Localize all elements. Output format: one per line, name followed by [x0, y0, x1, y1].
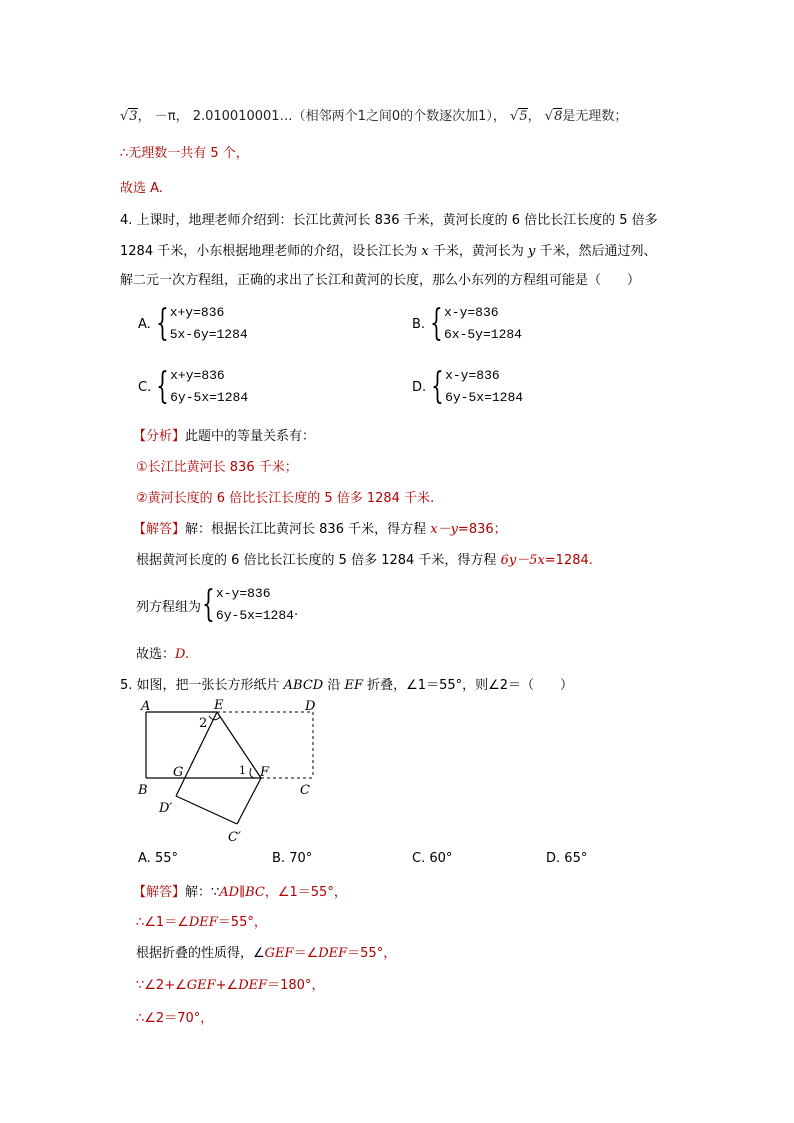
q5-option-b[interactable]: B. 70°	[272, 851, 313, 866]
q4-choice: 故选：D.	[136, 647, 190, 662]
q5-stem: 5. 如图，把一张长方形纸片 ABCD 沿 EF 折叠，∠1＝55°，则∠2＝（ ）	[120, 678, 574, 693]
q4-option-a[interactable]: A. { x+y=836 5x-6y=1284	[138, 303, 248, 344]
q5-solution-line2: ∴∠1＝∠DEF＝55°，	[136, 915, 267, 930]
q4-stem-line3: 解二元一次方程组，正确的求出了长江和黄河的长度，那么小东列的方程组可能是（ ）	[120, 273, 641, 288]
label-g: G	[173, 765, 184, 780]
q4-answer-line2: 根据黄河长度的 6 倍比长江长度的 5 倍多 1284 千米，得方程 6y－5x=1284.	[136, 553, 593, 568]
q4-option-c[interactable]: C. { x+y=836 6y-5x=1284	[138, 366, 249, 407]
label-2: 2	[199, 716, 208, 731]
fold-figure	[130, 698, 360, 848]
q5-solution-line1: 【解答】解：∵AD∥BC，∠1＝55°，	[133, 885, 347, 900]
sqrt3: √3	[120, 109, 138, 124]
label-e: E	[214, 698, 224, 713]
label-b: B	[138, 783, 148, 798]
q4-stem-line2: 1284 千米，小东根据地理老师的介绍，设长江长为 x 千米，黄河长为 y 千米，然后通过列、	[120, 244, 657, 259]
label-d: D	[305, 699, 316, 714]
q4-option-d[interactable]: D. { x-y=836 6y-5x=1284	[412, 366, 524, 407]
q5-option-a[interactable]: A. 55°	[138, 851, 178, 866]
q5-option-c[interactable]: C. 60°	[412, 851, 453, 866]
edge-ed-prime	[176, 712, 217, 796]
irrational-total: ∴无理数一共有 5 个，	[120, 146, 249, 161]
irrational-list-line: √3， －π， 2.010010001…（相邻两个1之间0的个数逐次加1）， √5， √8是无理数；	[120, 109, 628, 124]
q4-answer-system: 列方程组为 { x-y=836 6y-5x=1284 .	[136, 584, 299, 625]
q5-solution-line5: ∴∠2＝70°，	[136, 1011, 214, 1026]
edge-cf-prime	[237, 778, 261, 824]
sqrt8: √8	[544, 109, 563, 124]
q4-option-b[interactable]: B. { x-y=836 6x-5y=1284	[412, 303, 522, 344]
label-d-prime: D′	[159, 801, 173, 816]
sqrt5: √5	[510, 109, 528, 124]
edge-dc-prime	[176, 796, 237, 824]
q5-solution-line4: ∵∠2+∠GEF+∠DEF＝180°，	[136, 978, 325, 993]
label-a: A	[141, 699, 151, 714]
angle-1-arc	[250, 768, 254, 778]
label-f: F	[260, 765, 270, 780]
label-1: 1	[239, 764, 246, 777]
q4-stem-line1: 4. 上课时，地理老师介绍到：长江比黄河长 836 千米，黄河长度的 6 倍比长江长度的 5 倍多	[120, 213, 658, 228]
label-c: C	[300, 783, 310, 798]
prev-choice: 故选 A.	[120, 181, 163, 196]
q5-option-d[interactable]: D. 65°	[546, 851, 588, 866]
q4-relation-1: ①长江比黄河长 836 千米；	[136, 460, 298, 475]
q4-relation-2: ②黄河长度的 6 倍比长江长度的 5 倍多 1284 千米.	[136, 491, 435, 506]
q4-answer-line1: 【解答】解：根据长江比黄河长 836 千米，得方程 x－y=836；	[133, 522, 507, 537]
label-c-prime: C′	[228, 830, 241, 845]
q5-solution-line3: 根据折叠的性质得，∠GEF＝∠DEF＝55°，	[136, 946, 397, 961]
q4-analysis: 【分析】此题中的等量关系有：	[133, 429, 316, 444]
